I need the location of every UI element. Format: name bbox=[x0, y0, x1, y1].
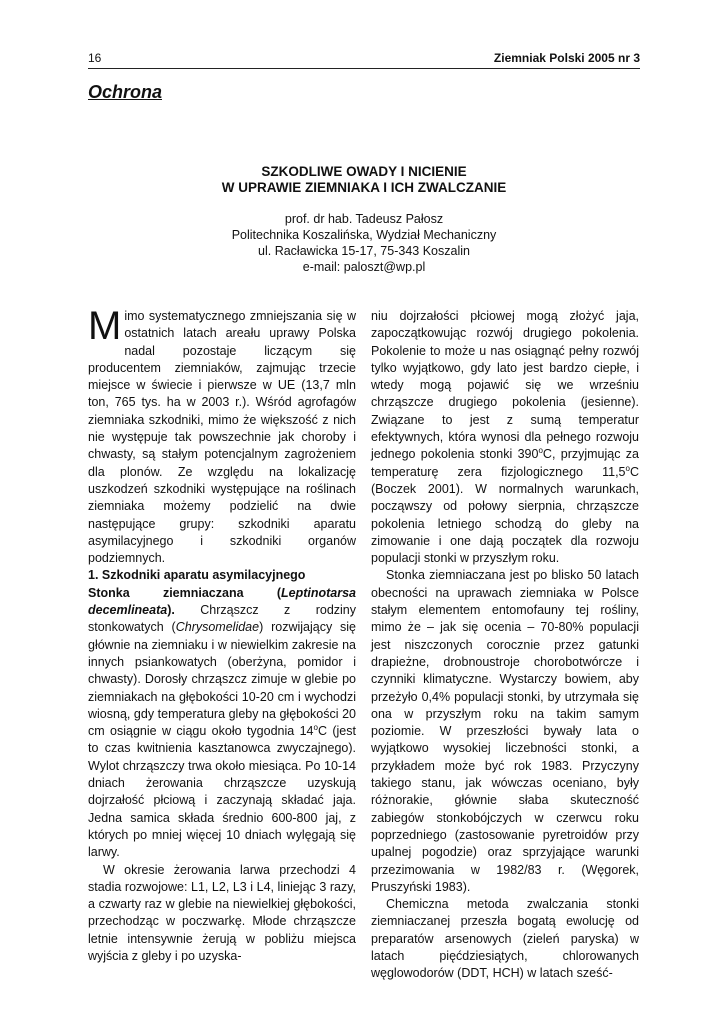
paragraph: Stonka ziemniaczana jest po blisko 50 latach obecności na uprawach ziemniaka w Polsce stałym elementem entomofauny tej rośliny, mimo że – jak się ocenia – 70-80% populacji jest niszczonych corocznie przez gatunki drapieżne, drobnoustroje chorobotwórcze i czynniki klimatyczne. Wystarczy bowiem, aby przeżyło 0,4% populacji stonki, by utrzymała się ona w przyszłym roku na takim samym poziomie. W przeszłości bywały lata o wyjątkowo wysokiej liczebności stonki, a przykładem może być rok 1983. Przyczyny takiego stanu, jak wówczas oceniano, były różnorakie, głównie słaba skuteczność zabiegów stonkobójczych w czerwcu roku poprzedniego (zastosowanie pyretroidów przy upalnej pogodzie) oraz sprzyjające warunki przezimowania w 1982/83 r. (Węgorek, Pruszyński 1983). bbox=[371, 568, 639, 894]
page-header bbox=[88, 50, 640, 69]
left-column bbox=[88, 304, 356, 965]
intro-paragraph bbox=[88, 304, 356, 567]
drop-cap: M bbox=[88, 304, 122, 348]
species-name: Stonka ziemniaczana ( bbox=[88, 585, 281, 600]
family-latin: Chrysomelidae bbox=[175, 620, 260, 635]
stonka-paragraph bbox=[88, 585, 356, 862]
paragraph-text: ) rozwijający się głównie na ziemniaku i w niewielkim zakresie na innych psiankowatych (oberżyna, pomidor i chwasty). Dorosły chrząszcz zimuje w glebie po ziemniakach na głębokości 10-20 cm i wychodzi wiosną, gdy temperatura gleby na głębokości 20 cm osiągnie w ciągu około tygodnia 14 bbox=[88, 620, 356, 739]
author-address: ul. Racławicka 15-17, 75-343 Koszalin bbox=[258, 244, 470, 258]
author-name: prof. dr hab. Tadeusz Pałosz bbox=[284, 212, 444, 226]
title-line-1: SZKODLIWE OWADY I NICIENIE bbox=[261, 164, 467, 179]
right-column bbox=[371, 308, 639, 983]
author-block bbox=[88, 211, 640, 275]
degree-sign: o bbox=[538, 446, 543, 456]
paragraph: W okresie żerowania larwa przechodzi 4 stadia rozwojowe: L1, L2, L3 i L4, liniejąc 3 razy, a czwarty raz w glebie na niewielkiej głębokości, przechodząc w poczwarkę. Młode chrząszcze letnie intensywnie żerują w pobliżu miejsca wyjścia z gleby i po uzyska- bbox=[88, 862, 356, 963]
subheading: 1. Szkodniki aparatu asymilacyjnego bbox=[88, 568, 306, 583]
paragraph-text: C (jest to czas kwitnienia kasztanowca zwyczajnego). Wylot chrząszczy trwa około miesiąca. Po 10-14 dniach żerowania chrząszcze uzyskują dojrzałość płciową i zaczynają składać jaja. Jedna samica składa średnio 600-800 jaj, z których po mniej więcej 10 dniach wylęgają się larwy. bbox=[88, 724, 356, 860]
article-title bbox=[88, 164, 640, 196]
species-latin: Leptinotarsa decemlineata bbox=[88, 585, 356, 618]
intro-text: imo systematycznego zmniejszania się w ostatnich latach areału uprawy Polska nadal pozostaje liczącym się producentem ziemniaków, zajmując trzecie miejsce w świecie i pierwsze w UE (13,7 mln ton, 765 tys. ha w 2003 r.). Wśród agrofagów ziemniaka szkodniki, mimo że większość z nich nie występuje tak powszechnie jak choroby i chwasty, są stałym potencjalnym zagrożeniem dla plonów. Ze względu na lokalizację uszkodzeń szkodniki występujące na roślinach ziemniaka możemy podzielić na dwie następujące grupy: szkodniki aparatu asymilacyjnego i szkodniki organów podziemnych. bbox=[88, 309, 356, 566]
paragraph-text: Chrząszcz z rodziny stonkowatych ( bbox=[88, 603, 356, 635]
section-heading: Ochrona bbox=[88, 82, 163, 102]
degree-sign: o bbox=[313, 722, 318, 732]
paragraph-text: niu dojrzałości płciowej mogą złożyć jaja, zapoczątkowując rozwój drugiego pokolenia. Pokolenie to może u nas osiągnąć pełny rozwój tylko wyjątkowo, gdy lato jest bardzo ciepłe, i wtedy mogą pojawić się we wrześniu chrząszcze drugiego pokolenia (jesienne). Związane to jest z sumą temperatur efektywnych, która wynosi dla pełnego rozwoju jednego pokolenia stonki 390 bbox=[371, 309, 639, 462]
paragraph-text: C, przyjmując za temperaturę zera fizjologicznego 11,5 bbox=[371, 447, 639, 479]
degree-sign: o bbox=[625, 463, 630, 473]
journal-title: Ziemniak Polski 2005 nr 3 bbox=[493, 51, 640, 65]
page-number: 16 bbox=[88, 51, 102, 65]
paragraph bbox=[371, 308, 639, 567]
author-email: e-mail: paloszt@wp.pl bbox=[302, 260, 426, 274]
species-close: ). bbox=[167, 603, 175, 618]
author-affiliation: Politechnika Koszalińska, Wydział Mechaniczny bbox=[231, 228, 497, 242]
paragraph-text: C (Boczek 2001). W normalnych warunkach, począwszy od połowy sierpnia, chrząszcze pokolenia letniego schodzą do gleby na zimowanie i one dają początek dla rozwoju populacji stonki w przyszłym roku. bbox=[371, 464, 639, 566]
paragraph: Chemiczna metoda zwalczania stonki ziemniaczanej przeszła bogatą ewolucję od preparatów arsenowych (zieleń paryska) w latach pięćdziesiątych, chlorowanych węglowodorów (DDT, HCH) w latach sześć- bbox=[371, 897, 639, 981]
title-line-2: W UPRAWIE ZIEMNIAKA I ICH ZWALCZANIE bbox=[221, 180, 507, 195]
